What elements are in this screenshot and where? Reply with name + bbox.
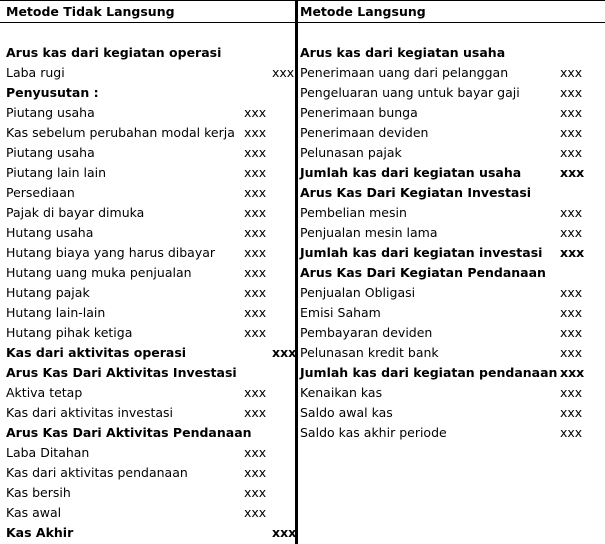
left-row	[0, 483, 295, 503]
right-row-label: Jumlah kas dari kegiatan pendanaan	[300, 365, 558, 380]
indirect-method-title-row	[0, 2, 295, 22]
right-row	[298, 403, 605, 423]
right-row-label: Pembelian mesin	[300, 205, 407, 220]
right-row-value: xxx	[560, 425, 583, 440]
left-row	[0, 463, 295, 483]
right-row-label: Jumlah kas dari kegiatan investasi	[300, 245, 543, 260]
right-row	[298, 223, 605, 243]
left-row	[0, 283, 295, 303]
left-row	[0, 223, 295, 243]
top-border	[0, 0, 605, 1]
left-row-label: Piutang usaha	[6, 105, 95, 120]
left-row-value: xxx	[244, 185, 267, 200]
right-row-value: xxx	[560, 325, 583, 340]
left-row-value: xxx	[244, 105, 267, 120]
left-row-label: Arus Kas Dari Aktivitas Investasi	[6, 365, 237, 380]
right-row	[298, 323, 605, 343]
left-row	[0, 103, 295, 123]
right-row-value: xxx	[560, 205, 583, 220]
left-row-value: xxx	[244, 305, 267, 320]
left-row-value: xxx	[244, 165, 267, 180]
left-row	[0, 343, 295, 363]
left-row	[0, 403, 295, 423]
right-row-value: xxx	[560, 285, 583, 300]
left-row	[0, 303, 295, 323]
right-row-label: Pembayaran deviden	[300, 325, 433, 340]
left-row-value: xxx	[244, 385, 267, 400]
right-row	[298, 283, 605, 303]
left-row-value: xxx	[244, 265, 267, 280]
direct-method-title-row	[298, 2, 605, 22]
right-row-value: xxx	[560, 125, 583, 140]
left-row-label: Arus Kas Dari Aktivitas Pendanaan	[6, 425, 252, 440]
left-row	[0, 43, 295, 63]
right-row	[298, 263, 605, 283]
left-row	[0, 323, 295, 343]
right-row-value: xxx	[560, 145, 583, 160]
left-row-label: Kas awal	[6, 505, 62, 520]
right-row-value: xxx	[560, 385, 583, 400]
left-row-value: xxx	[272, 65, 295, 80]
left-row-value: xxx	[244, 145, 267, 160]
right-row	[298, 103, 605, 123]
left-row	[0, 443, 295, 463]
left-row	[0, 503, 295, 523]
left-row	[0, 23, 295, 43]
left-row-value: xxx	[244, 505, 267, 520]
right-row-label: Arus Kas Dari Kegiatan Investasi	[300, 185, 532, 200]
left-row-label: Kas Akhir	[6, 525, 74, 540]
right-row-label: Jumlah kas dari kegiatan usaha	[300, 165, 522, 180]
right-row-value: xxx	[560, 405, 583, 420]
left-row	[0, 183, 295, 203]
left-row-value: xxx	[244, 465, 267, 480]
left-row-label: Laba rugi	[6, 65, 65, 80]
right-row	[298, 303, 605, 323]
left-row-label: Hutang lain-lain	[6, 305, 106, 320]
left-row-label: Piutang lain lain	[6, 165, 107, 180]
right-row	[298, 83, 605, 103]
left-row-label: Kas dari aktivitas operasi	[6, 345, 187, 360]
right-row-label: Penjualan mesin lama	[300, 225, 438, 240]
left-row-label: Hutang usaha	[6, 225, 94, 240]
right-row	[298, 23, 605, 43]
right-row-value: xxx	[560, 365, 585, 380]
left-row-value: xxx	[272, 345, 297, 360]
left-row-label: Pajak di bayar dimuka	[6, 205, 145, 220]
left-row	[0, 143, 295, 163]
right-row	[298, 363, 605, 383]
left-row-label: Hutang uang muka penjualan	[6, 265, 192, 280]
left-row	[0, 203, 295, 223]
right-row-label: Saldo kas akhir periode	[300, 425, 447, 440]
right-row-label: Pengeluaran uang untuk bayar gaji	[300, 85, 520, 100]
right-row-value: xxx	[560, 105, 583, 120]
right-row-value: xxx	[560, 305, 583, 320]
right-row-label: Emisi Saham	[300, 305, 381, 320]
left-row-label: Kas sebelum perubahan modal kerja	[6, 125, 235, 140]
right-row-value: xxx	[560, 65, 583, 80]
right-row-label: Penjualan Obligasi	[300, 285, 416, 300]
left-row-label: Persediaan	[6, 185, 75, 200]
right-row	[298, 423, 605, 443]
left-row-value: xxx	[244, 285, 267, 300]
left-row-value: xxx	[244, 325, 267, 340]
left-row-label: Arus kas dari kegiatan operasi	[6, 45, 222, 60]
right-row-value: xxx	[560, 165, 585, 180]
left-row-value: xxx	[244, 485, 267, 500]
right-row-label: Penerimaan bunga	[300, 105, 418, 120]
right-row-label: Pelunasan pajak	[300, 145, 402, 160]
right-row	[298, 343, 605, 363]
left-row-value: xxx	[244, 125, 267, 140]
right-row-value: xxx	[560, 245, 585, 260]
indirect-method-title: Metode Tidak Langsung	[6, 4, 175, 19]
left-row-value: xxx	[244, 405, 267, 420]
right-row	[298, 163, 605, 183]
left-row	[0, 423, 295, 443]
left-row-label: Laba Ditahan	[6, 445, 90, 460]
left-row-value: xxx	[244, 245, 267, 260]
right-row-label: Penerimaan deviden	[300, 125, 429, 140]
left-row	[0, 63, 295, 83]
right-row-label: Arus Kas Dari Kegiatan Pendanaan	[300, 265, 546, 280]
right-row-label: Penerimaan uang dari pelanggan	[300, 65, 509, 80]
left-row-label: Aktiva tetap	[6, 385, 83, 400]
left-row-label: Hutang biaya yang harus dibayar	[6, 245, 216, 260]
left-row	[0, 383, 295, 403]
right-row	[298, 183, 605, 203]
left-row-value: xxx	[244, 225, 267, 240]
right-row-label: Pelunasan kredit bank	[300, 345, 439, 360]
left-row-value: xxx	[272, 525, 297, 540]
right-row	[298, 143, 605, 163]
left-row-label: Kas bersih	[6, 485, 71, 500]
left-row-label: Hutang pihak ketiga	[6, 325, 133, 340]
right-row-value: xxx	[560, 85, 583, 100]
left-row-value: xxx	[244, 205, 267, 220]
right-row-value: xxx	[560, 225, 583, 240]
left-row	[0, 523, 295, 543]
right-row-label: Saldo awal kas	[300, 405, 393, 420]
right-row-label: Arus kas dari kegiatan usaha	[300, 45, 506, 60]
right-row	[298, 203, 605, 223]
left-row-value: xxx	[244, 445, 267, 460]
left-row-label: Kas dari aktivitas investasi	[6, 405, 174, 420]
right-row	[298, 43, 605, 63]
left-row-label: Piutang usaha	[6, 145, 95, 160]
left-row	[0, 123, 295, 143]
left-row-label: Penyusutan :	[6, 85, 99, 100]
right-row	[298, 243, 605, 263]
left-row	[0, 83, 295, 103]
left-row	[0, 243, 295, 263]
left-row	[0, 163, 295, 183]
left-row-label: Kas dari aktivitas pendanaan	[6, 465, 188, 480]
direct-method-title: Metode Langsung	[300, 4, 426, 19]
left-row	[0, 363, 295, 383]
left-row-label: Hutang pajak	[6, 285, 90, 300]
right-row-value: xxx	[560, 345, 583, 360]
right-row	[298, 383, 605, 403]
right-row	[298, 123, 605, 143]
right-row	[298, 63, 605, 83]
left-row	[0, 263, 295, 283]
right-row-label: Kenaikan kas	[300, 385, 383, 400]
